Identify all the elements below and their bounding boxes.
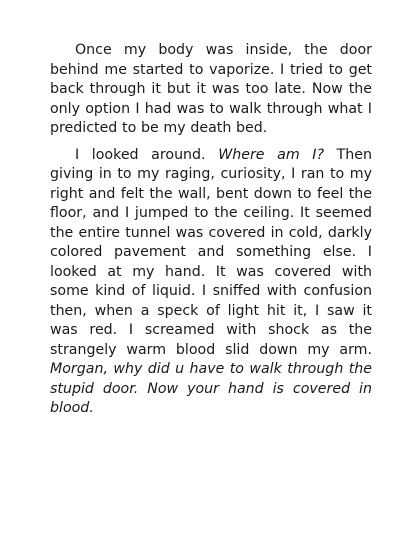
paragraph-2-italic-inner-monologue: Morgan, why did u have to walk through the stupid door. Now your hand is covered in blood. [50, 361, 372, 416]
paragraph-1 [50, 41, 372, 139]
paragraph-2-italic-thought: Where am I? [218, 146, 324, 163]
paragraph-2-text-a: I looked around. [75, 146, 219, 163]
paragraph-2 [50, 146, 372, 419]
body-text [50, 41, 372, 419]
paragraph-2-text-b: Then giving in to my raging, curiosity, I ran to my right and felt the wall, bent down to feel the floor, and I jumped to the ceiling. It seemed the entire tunnel was covered in cold, darkly colored pavement and something else. I looked at my hand. It was covered with some kind of liquid. I sniffed with confusion then, when a speck of light hit it, I saw it was red. I screamed with shock as the strangely warm blood slid down my arm. [50, 146, 372, 358]
paragraph-1-text: Once my body was inside, the door behind me started to vaporize. I tried to get back through it but it was too late. Now the only option I had was to walk through what I predicted to be my death bed. [50, 42, 372, 136]
